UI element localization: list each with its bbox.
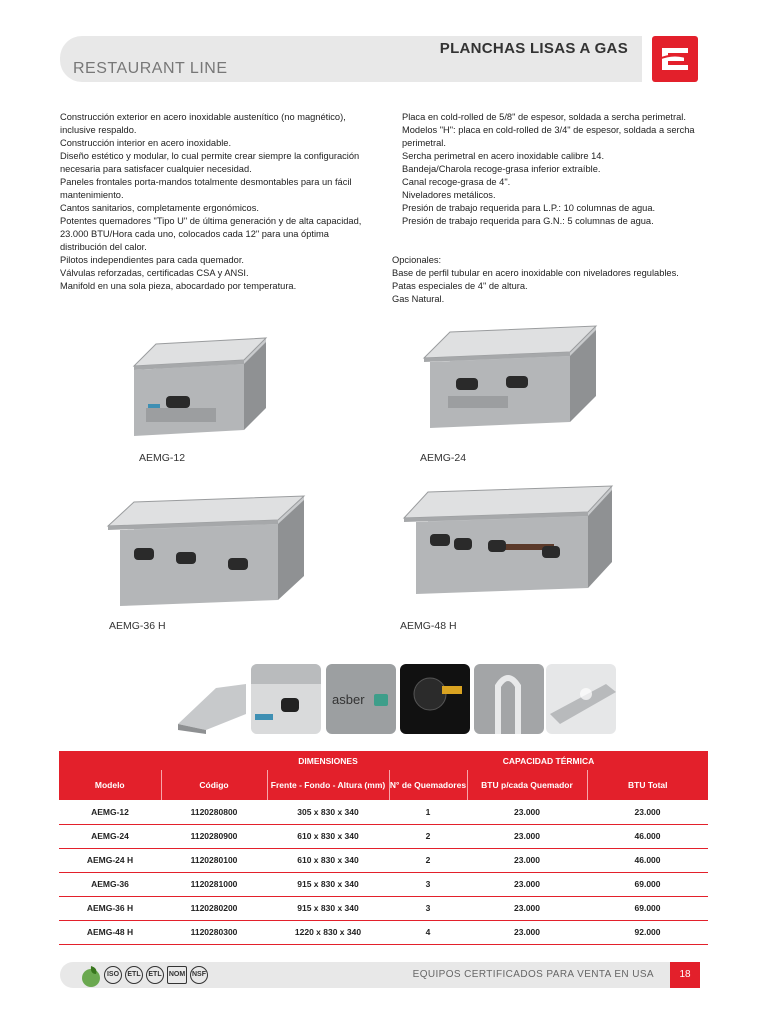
table-cell: AEMG-48 H <box>59 920 161 944</box>
table-cell: AEMG-12 <box>59 800 161 824</box>
table-row <box>59 800 708 824</box>
table-cell: 1120280300 <box>161 920 267 944</box>
table-cell: 23.000 <box>467 824 587 848</box>
table-cell: 1120280900 <box>161 824 267 848</box>
feature-line: Presión de trabajo requerida para G.N.: 5 columnas de agua. <box>402 216 654 226</box>
table-cell: 610 x 830 x 340 <box>267 848 389 872</box>
feature-line: perimetral. <box>402 138 446 148</box>
table-row <box>59 872 708 896</box>
table-cell: 915 x 830 x 340 <box>267 872 389 896</box>
feature-line: inclusive respaldo. <box>60 125 137 135</box>
feature-line: 23.000 BTU/Hora cada uno, colocados cada 12" para una óptima <box>60 229 329 239</box>
table-cell: 46.000 <box>587 848 708 872</box>
table-cell: 23.000 <box>587 800 708 824</box>
feature-line: distribución del calor. <box>60 242 147 252</box>
feature-line: mantenimiento. <box>60 190 124 200</box>
feature-line: Niveladores metálicos. <box>402 190 496 200</box>
eco-leaf-icon <box>80 962 102 988</box>
table-group-empty <box>59 751 267 770</box>
iso-cert-icon: ISO <box>104 966 122 984</box>
svg-text:asber: asber <box>332 692 365 707</box>
table-cell: 1120280800 <box>161 800 267 824</box>
table-cell: AEMG-24 H <box>59 848 161 872</box>
product-image-aemg-24 <box>420 322 600 440</box>
col-header-btu-burner: BTU p/cada Quemador <box>467 770 587 800</box>
table-row <box>59 920 708 944</box>
table-row <box>59 896 708 920</box>
page-title: PLANCHAS LISAS A GAS <box>439 40 628 57</box>
table-cell: 1120280100 <box>161 848 267 872</box>
etl-cert-icon: ETL <box>125 966 143 984</box>
features-list-left <box>60 111 375 293</box>
optionals-title: Opcionales: <box>392 255 442 265</box>
table-cell: AEMG-36 <box>59 872 161 896</box>
table-cell: 2 <box>389 824 467 848</box>
table-cell: 23.000 <box>467 800 587 824</box>
table-cell: 3 <box>389 896 467 920</box>
feature-line: Manifold en una sola pieza, abocardado por temperatura. <box>60 281 297 291</box>
table-row <box>59 848 708 872</box>
detail-thumb-badge <box>326 664 396 734</box>
table-group-dimensions: DIMENSIONES <box>267 751 389 770</box>
feature-line: Paneles frontales porta-mandos totalmente desmontables para un fácil <box>60 177 352 187</box>
feature-line: necesaria para satisfacer cualquier necesidad. <box>60 164 252 174</box>
feature-line: Válvulas reforzadas, certificadas CSA y ANSI. <box>60 268 249 278</box>
optional-item: Gas Natural. <box>392 294 445 304</box>
table-cell: 1120280200 <box>161 896 267 920</box>
table-cell: 69.000 <box>587 872 708 896</box>
page-number: 18 <box>670 962 700 988</box>
feature-line: Modelos "H": placa en cold-rolled de 3/4" de espesor, soldada a sercha <box>402 125 695 135</box>
product-caption: AEMG-48 H <box>400 620 457 632</box>
feature-line: Placa en cold-rolled de 5/8" de espesor, soldada a sercha perimetral. <box>402 112 686 122</box>
features-list-right <box>392 111 712 306</box>
table-cell: AEMG-36 H <box>59 896 161 920</box>
table-cell: 4 <box>389 920 467 944</box>
table-cell: 1120281000 <box>161 872 267 896</box>
table-cell: 23.000 <box>467 896 587 920</box>
nom-cert-icon: NOM <box>167 966 187 984</box>
table-cell: 23.000 <box>467 848 587 872</box>
feature-line: Construcción interior en acero inoxidable. <box>60 138 232 148</box>
feature-line: Pilotos independientes para cada quemador. <box>60 255 245 265</box>
feature-line: Bandeja/Charola recoge-grasa inferior extraíble. <box>402 164 601 174</box>
feature-line: Canal recoge-grasa de 4". <box>402 177 511 187</box>
optional-item: Base de perfil tubular en acero inoxidable con niveladores regulables. <box>392 268 679 278</box>
table-cell: 69.000 <box>587 896 708 920</box>
table-cell: 305 x 830 x 340 <box>267 800 389 824</box>
feature-line: Sercha perimetral en acero inoxidable calibre 14. <box>402 151 605 161</box>
table-cell: 46.000 <box>587 824 708 848</box>
table-cell: 23.000 <box>467 920 587 944</box>
feature-line: Construcción exterior en acero inoxidable austenítico (no magnético), <box>60 112 346 122</box>
table-group-capacity: CAPACIDAD TÉRMICA <box>389 751 708 770</box>
col-header-code: Código <box>161 770 267 800</box>
nsf-cert-icon: NSF <box>190 966 208 984</box>
detail-thumb-burner <box>474 664 544 734</box>
feature-line: Presión de trabajo requerida para L.P.: 10 columnas de agua. <box>402 203 656 213</box>
col-header-dimensions: Frente - Fondo - Altura (mm) <box>267 770 389 800</box>
feature-line: Cantos sanitarios, completamente ergonómicos. <box>60 203 259 213</box>
product-line: RESTAURANT LINE <box>73 60 228 77</box>
detail-thumb-drip-tray <box>546 664 616 734</box>
detail-thumb-knob-closeup <box>400 664 470 734</box>
footer-certified-text: EQUIPOS CERTIFICADOS PARA VENTA EN USA <box>412 969 654 980</box>
table-row <box>59 824 708 848</box>
detail-thumb-edge <box>176 664 246 734</box>
product-image-aemg-36-h <box>106 492 308 608</box>
optional-item: Patas especiales de 4" de altura. <box>392 281 528 291</box>
product-caption: AEMG-24 <box>420 452 467 464</box>
table-cell: 1 <box>389 800 467 824</box>
col-header-burners: N° de Quemadores <box>389 770 467 800</box>
brand-logo <box>652 36 698 82</box>
table-cell: 23.000 <box>467 872 587 896</box>
optionals-block <box>392 254 712 306</box>
table-cell: 915 x 830 x 340 <box>267 896 389 920</box>
product-caption: AEMG-36 H <box>109 620 166 632</box>
product-image-aemg-48-h <box>402 482 614 598</box>
table-cell: 2 <box>389 848 467 872</box>
table-cell: 1220 x 830 x 340 <box>267 920 389 944</box>
product-caption: AEMG-12 <box>139 452 186 464</box>
table-cell: 92.000 <box>587 920 708 944</box>
detail-thumb-knob <box>251 664 321 734</box>
feature-line: Diseño estético y modular, lo cual permite crear siempre la configuración <box>60 151 360 161</box>
col-header-btu-total: BTU Total <box>587 770 708 800</box>
table-cell: 610 x 830 x 340 <box>267 824 389 848</box>
etl-cert-icon: ETL <box>146 966 164 984</box>
col-header-model: Modelo <box>59 770 161 800</box>
table-cell: 3 <box>389 872 467 896</box>
product-image-aemg-12 <box>128 334 270 444</box>
table-cell: AEMG-24 <box>59 824 161 848</box>
feature-line: Potentes quemadores "Tipo U" de última generación y de alta capacidad, <box>60 216 362 226</box>
specs-table <box>59 751 708 945</box>
